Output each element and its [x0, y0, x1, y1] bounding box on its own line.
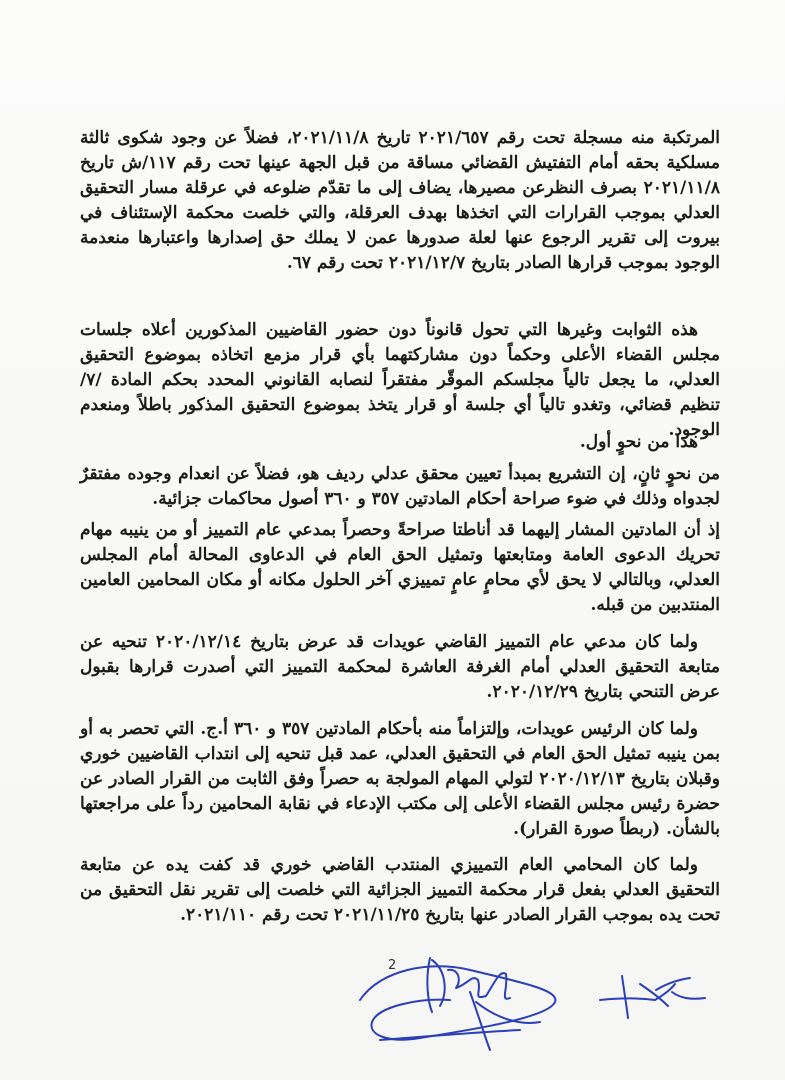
paragraph-2: هذه الثوابت وغيرها التي تحول قانوناً دون حضور القاضيين المذكورين أعلاه جلسات مجلس القضاء الأعلى وحكماً دون مشاركتهما بأي قرار مزمع اتخاذه بموضوع التحقيق العدلي، ما يجعل تالياً مجلسكم الموقّر مفتقراً لنصابه القانوني المحدد بحكم المادة /٧/ تنظيم قضائي، وتغدو تالياً أي جلسة أو قرار يتخذ بموضوع التحقيق المذكور باطلاً ومنعدم الوجود.: [80, 320, 720, 440]
paragraph-7: ولما كان الرئيس عويدات، وإلتزاماً منه بأحكام المادتين ٣٥٧ و ٣٦٠ أ.ج. التي تحصر به أو بمن ينيبه تمثيل الحق العام في التحقيق العدلي، عمد قبل تنحيه إلى انتداب القاضيين خوري وقبلان بتاريخ ٢٠٢٠/١٢/١٣ لتولي المهام المولجة به حصراً وفق الثابت من القرار الصادر عن حضرة رئيس مجلس القضاء الأعلى إلى مكتب الإدعاء في نقابة المحامين رداً على مراجعتها بالشأن. (ربطاً صورة القرار).: [80, 719, 720, 839]
paragraph-1: المرتكبة منه مسجلة تحت رقم ٢٠٢١/٦٥٧ تاريخ ٢٠٢١/١١/٨، فضلاً عن وجود شكوى ثالثة مسلكية بحقه أمام التفتيش القضائي مساقة من قبل الجهة عينها تحت رقم ١١٧/ش تاريخ ٢٠٢١/١١/٨ بصرف النظرعن مصيرها، يضاف إلى ما تقدّم ضلوعه في عرقلة مسار التحقيق العدلي بموجب القرارات التي اتخذها بهدف العرقلة، والتي خلصت محكمة الإستئناف في بيروت إلى تقرير الرجوع عنها لعلة صدورها عمن لا يملك حق إصدارها واعتبارها منعدمة الوجود بموجب قرارها الصادر بتاريخ ٢٠٢١/١٢/٧ تحت رقم ٦٧.: [80, 128, 720, 273]
paragraph-8: ولما كان المحامي العام التمييزي المنتدب القاضي خوري قد كفت يده عن متابعة التحقيق العدلي بفعل قرار محكمة التمييز الجزائية التي خلصت إلى تقرير نقل التحقيق من تحت يده بموجب القرار الصادر عنها بتاريخ ٢٠٢١/١١/٢٥ تحت رقم ٢٠٢١/١١٠.: [80, 855, 720, 925]
signatures: [0, 940, 785, 1080]
paragraph-4: من نحوٍ ثانٍ، إن التشريع بمبدأ تعيين محقق عدلي رديف هو، فضلاً عن انعدام وجوده مفتقرٌ لجدواه وذلك في ضوء صراحة أحكام المادتين ٣٥٧ و ٣٦٠ أصول محاكمات جزائية.: [80, 464, 720, 509]
paragraph-5: إذ أن المادتين المشار إليهما قد أناطتا صراحةً وحصراً بمدعي عام التمييز أو من ينيبه مهام تحريك الدعوى العامة ومتابعتها وتمثيل الحق العام في الدعاوى المحالة أمام المجلس العدلي، وبالتالي لا يحق لأي محامٍ عامٍ تمييزي آخر الحلول مكانه أو مكان المحامين العامين المنتدبين من قبله.: [80, 520, 720, 615]
paragraph-3: هذا من نحوٍ أول.: [579, 432, 698, 452]
signature-left: [360, 958, 555, 1050]
paragraph-6: ولما كان مدعي عام التمييز القاضي عويدات قد عرض بتاريخ ٢٠٢٠/١٢/١٤ تنحيه عن متابعة التحقيق العدلي أمام الغرفة العاشرة لمحكمة التمييز التي أصدرت قرارها بقبول عرض التنحي بتاريخ ٢٠٢٠/١٢/٢٩.: [80, 632, 720, 702]
signature-right: [600, 976, 705, 1018]
page-number: 2: [388, 958, 397, 973]
